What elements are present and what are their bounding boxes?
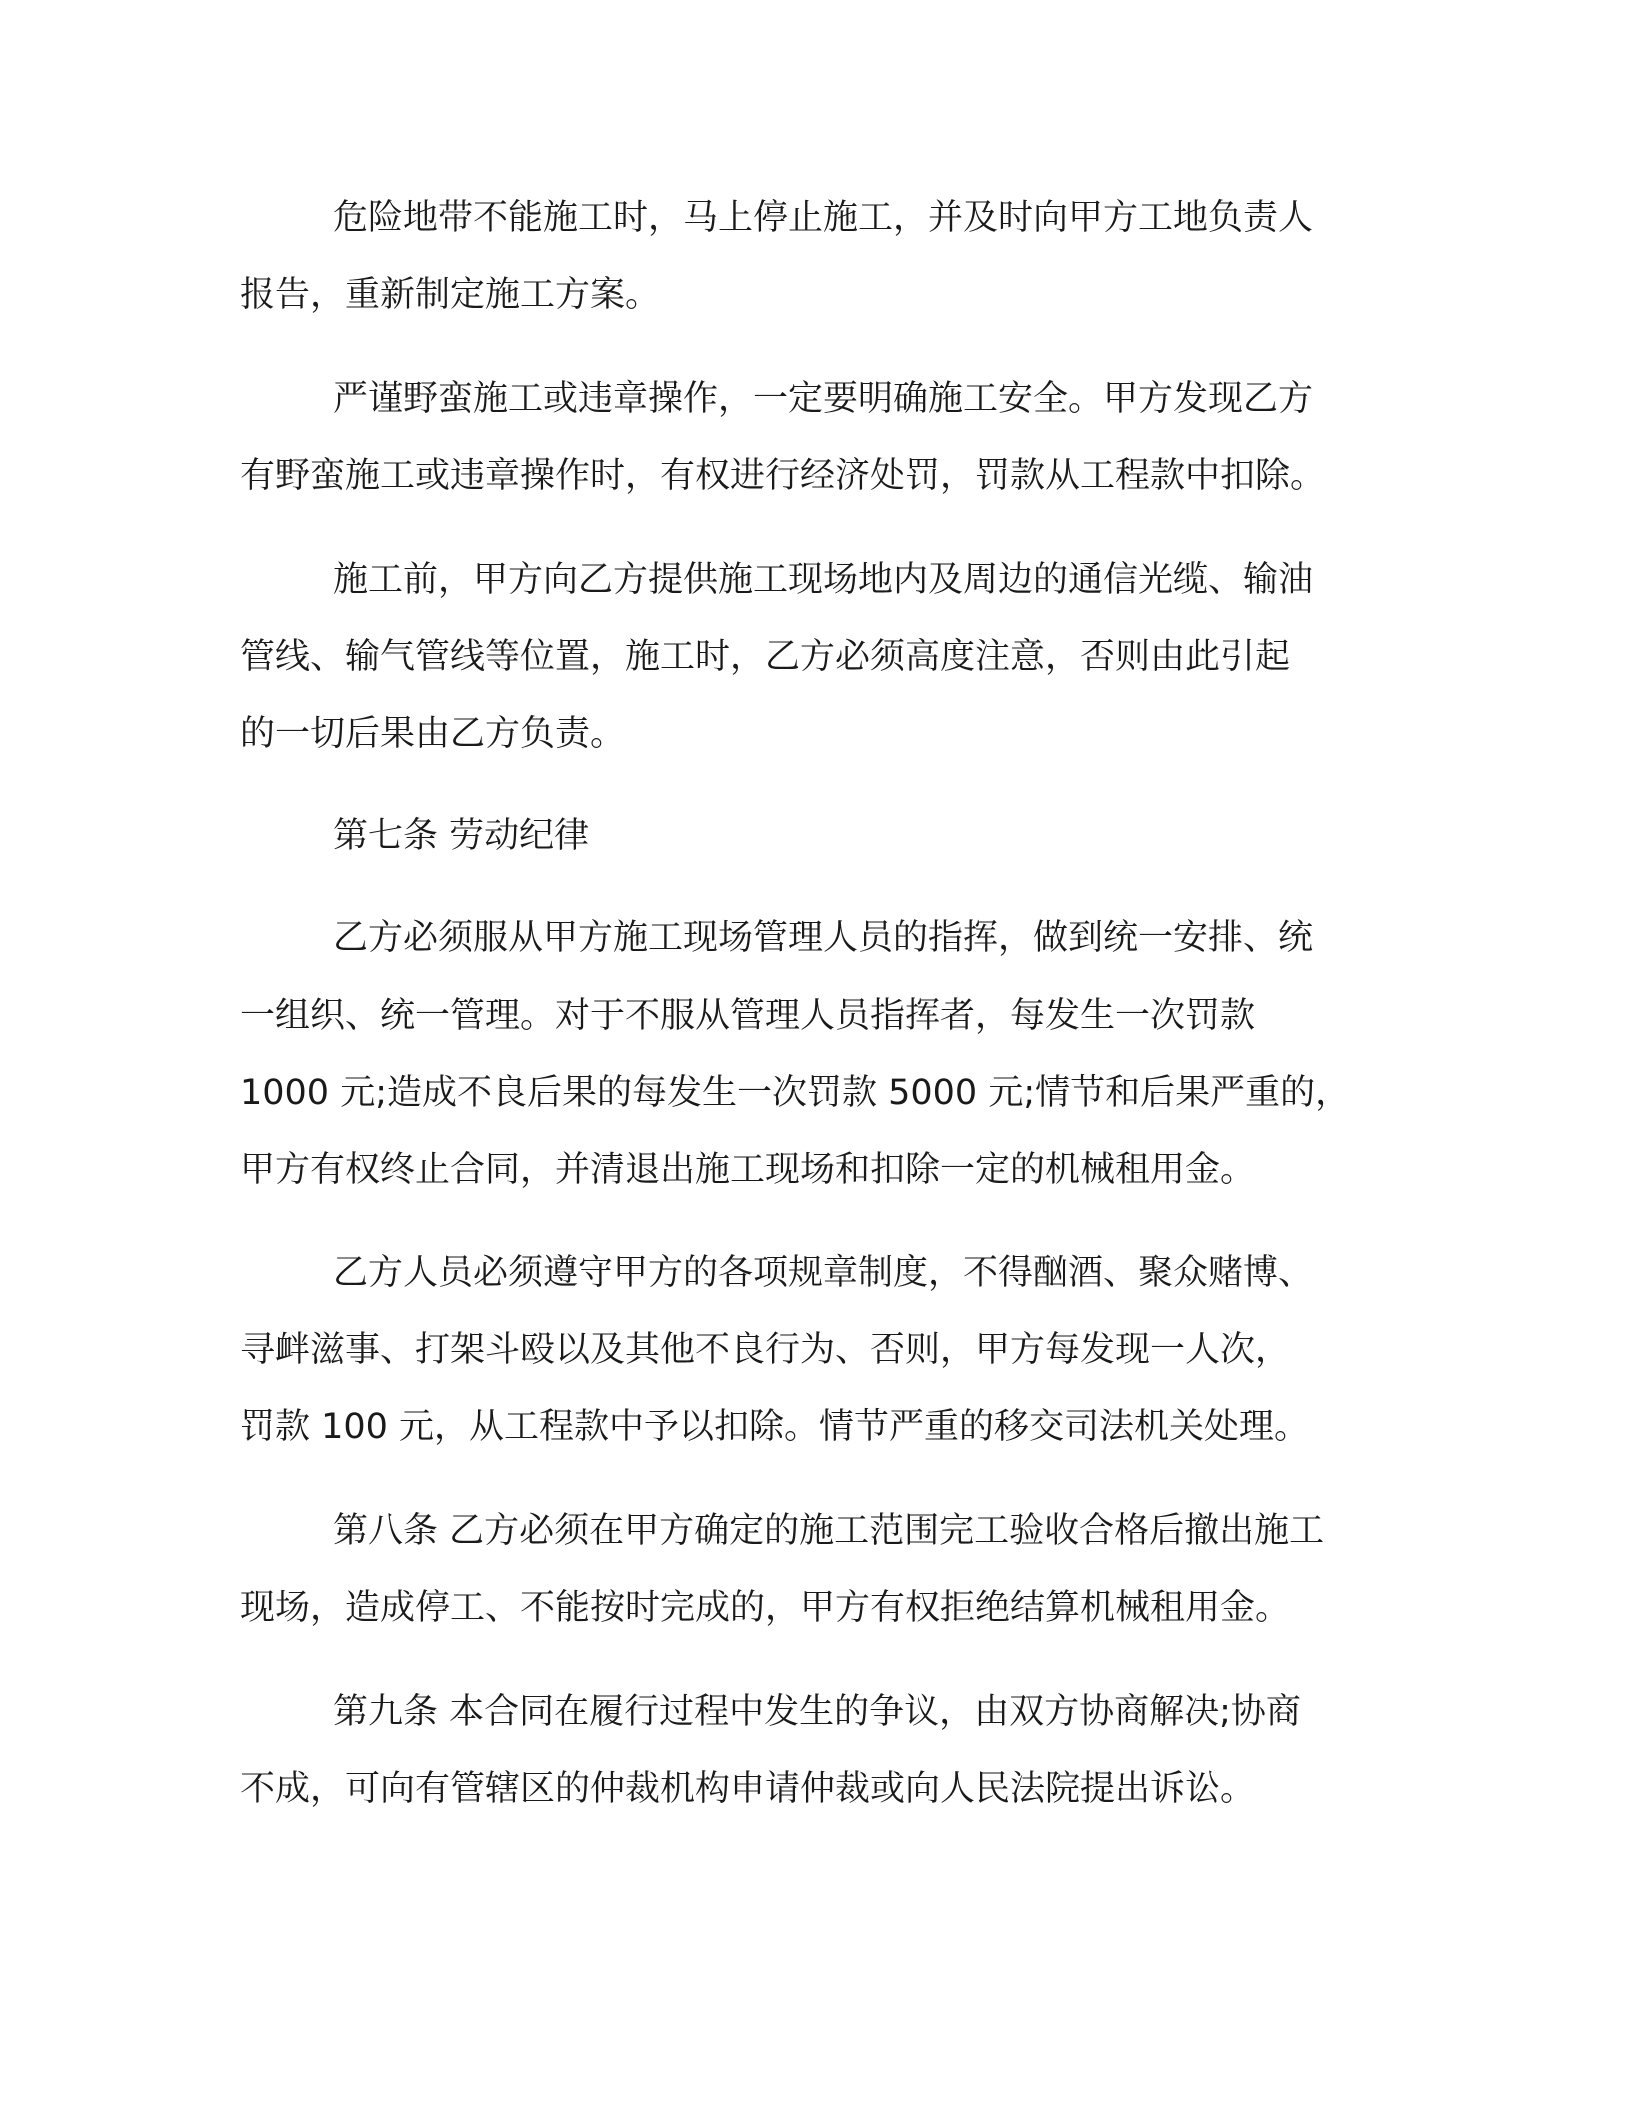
section-heading: 第七条 劳动纪律 (333, 816, 590, 856)
text-line: 危险地带不能施工时，马上停止施工，并及时向甲方工地负责人 (333, 198, 1314, 238)
text-line: 现场，造成停工、不能按时完成的，甲方有权拒绝结算机械租用金。 (240, 1588, 1291, 1628)
text-line: 罚款 100 元，从工程款中予以扣除。情节严重的移交司法机关处理。 (240, 1407, 1310, 1447)
text-line: 的一切后果由乙方负责。 (240, 714, 626, 754)
text-line: 管线、输气管线等位置，施工时，乙方必须高度注意，否则由此引起 (240, 637, 1291, 677)
text-line: 乙方人员必须遵守甲方的各项规章制度，不得酗酒、聚众赌博、 (333, 1253, 1314, 1293)
text-line: 第九条 本合同在履行过程中发生的争议，由双方协商解决;协商 (333, 1692, 1301, 1732)
text-line: 有野蛮施工或违章操作时，有权进行经济处罚，罚款从工程款中扣除。 (240, 456, 1326, 496)
text-line: 一组织、统一管理。对于不服从管理人员指挥者，每发生一次罚款 (240, 996, 1256, 1036)
text-line: 严谨野蛮施工或违章操作，一定要明确施工安全。甲方发现乙方 (333, 379, 1314, 419)
text-line: 甲方有权终止合同，并清退出施工现场和扣除一定的机械租用金。 (240, 1150, 1256, 1190)
text-line: 乙方必须服从甲方施工现场管理人员的指挥，做到统一安排、统 (333, 918, 1314, 958)
text-line: 不成，可向有管辖区的仲裁机构申请仲裁或向人民法院提出诉讼。 (240, 1769, 1256, 1809)
text-line: 施工前，甲方向乙方提供施工现场地内及周边的通信光缆、输油 (333, 560, 1314, 600)
text-line: 第八条 乙方必须在甲方确定的施工范围完工验收合格后撤出施工 (333, 1511, 1325, 1551)
text-line: 报告，重新制定施工方案。 (240, 275, 661, 315)
text-line: 寻衅滋事、打架斗殴以及其他不良行为、否则，甲方每发现一人次， (240, 1330, 1291, 1370)
text-line: 1000 元;造成不良后果的每发生一次罚款 5000 元;情节和后果严重的， (240, 1073, 1351, 1113)
